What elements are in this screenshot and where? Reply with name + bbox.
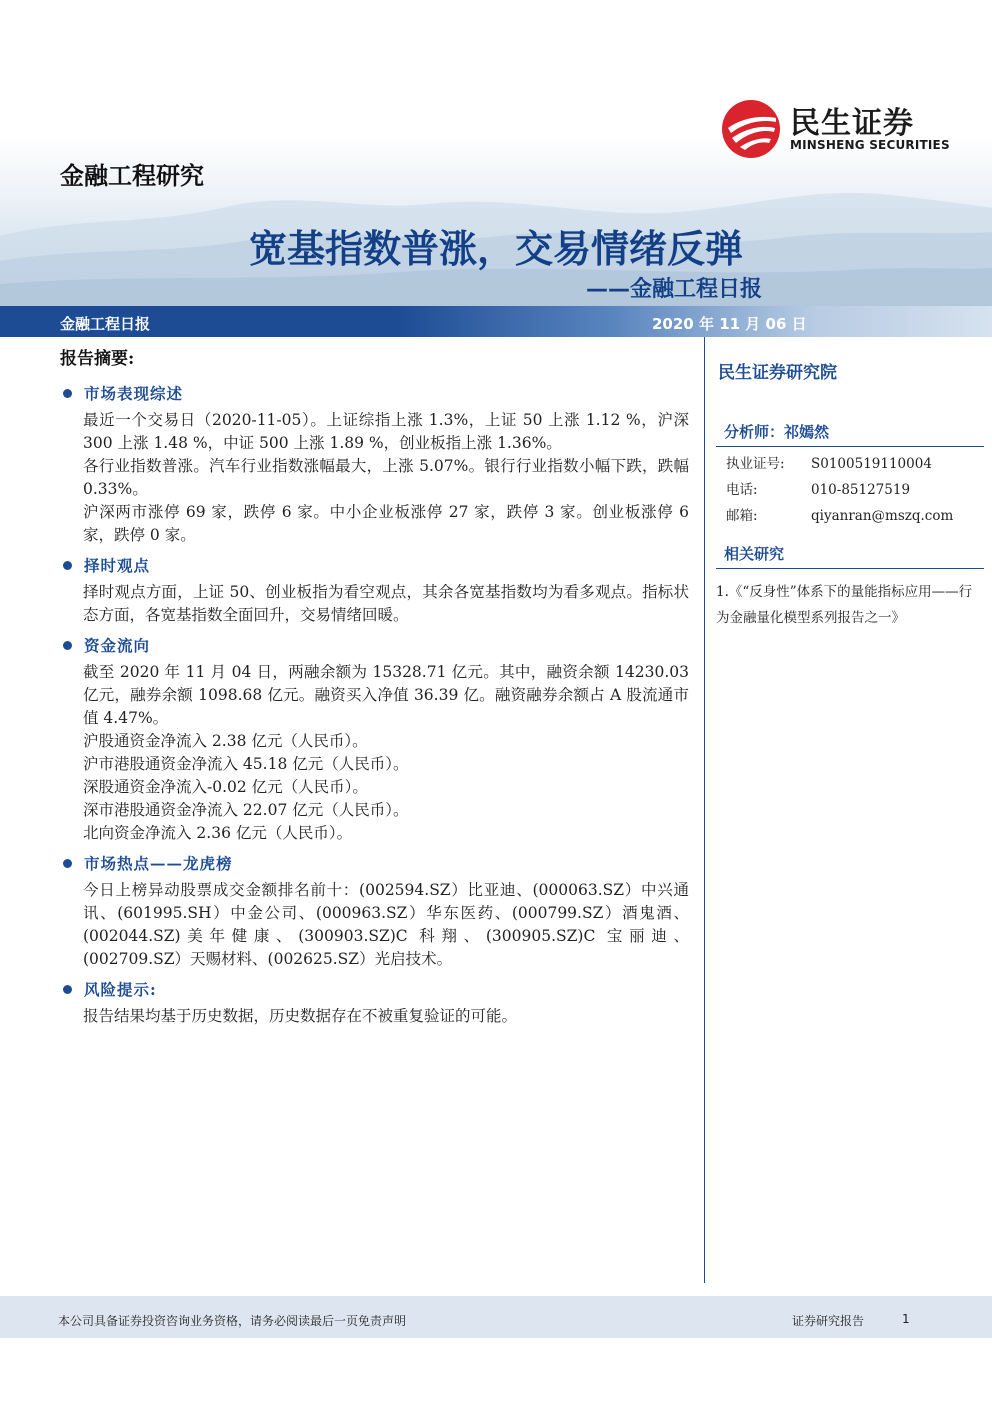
report-header	[0, 0, 992, 306]
section-paragraph: 截至 2020 年 11 月 04 日，两融余额为 15328.71 亿元。其中，融资余额 14230.03 亿元，融券余额 1098.68 亿元。融资买入净值 36.39 亿。融资融券余额占 A 股流通市值 4.47%。	[83, 663, 689, 727]
section-paragraph: 择时观点方面，上证 50、创业板指为看空观点，其余各宽基指数均为看多观点。指标状态方面，各宽基指数全面回升，交易情绪回暖。	[83, 583, 689, 624]
logo-text-en: MINSHENG SECURITIES	[790, 138, 950, 152]
page-footer	[0, 1296, 992, 1338]
section-header	[60, 633, 692, 657]
logo-emblem-icon	[720, 98, 782, 160]
analyst-info-row	[716, 451, 984, 477]
section-paragraph: 最近一个交易日（2020-11-05）。上证综指上涨 1.3%，上证 50 上涨 1.12 %，沪深 300 上涨 1.48 %，中证 500 上涨 1.89 %，创业板指上涨 1.36%。	[83, 411, 689, 452]
page-number: 1	[902, 1312, 910, 1326]
title-band	[0, 306, 992, 337]
related-report-link[interactable]: 1.《“反身性”体系下的量能指标应用——行为金融量化模型系列报告之一》	[716, 584, 973, 626]
section-title: 市场表现综述	[84, 384, 184, 403]
section-label: 金融工程研究	[60, 162, 204, 190]
info-label: 电话:	[726, 482, 758, 498]
bullet-icon	[63, 389, 72, 398]
summary-column	[60, 344, 692, 1034]
column-divider	[704, 337, 705, 1283]
section-paragraph: 北向资金净流入 2.36 亿元（人民币）。	[83, 824, 353, 842]
section-paragraph: 今日上榜异动股票成交金额排名前十：(002594.SZ）比亚迪、(000063.SZ）中兴通讯、(601995.SH）中金公司、(000963.SZ）华东医药、(000799.SZ）酒鬼酒、(002044.SZ)美年健康、(300903.SZ)C 科翔、(300905.SZ)C 宝丽迪、(002709.SZ）天赐材料、(002625.SZ）光启技术。	[83, 881, 689, 968]
phone-number: 010-85127519	[811, 482, 911, 498]
section-paragraph: 深市港股通资金净流入 22.07 亿元（人民币）。	[83, 801, 409, 819]
section-paragraph: 沪股通资金净流入 2.38 亿元（人民币）。	[83, 732, 368, 750]
bullet-icon	[63, 641, 72, 650]
bullet-icon	[63, 985, 72, 994]
footer-report-type: 证券研究报告	[792, 1314, 865, 1328]
email-address[interactable]: qiyanran@mszq.com	[811, 508, 954, 524]
info-label: 邮箱:	[726, 508, 758, 524]
info-label: 执业证号:	[726, 456, 785, 472]
section-paragraph: 报告结果均基于历史数据，历史数据存在不被重复验证的可能。	[83, 1007, 518, 1025]
analyst-heading: 分析师：祁嫣然	[716, 419, 984, 447]
analyst-info-row	[716, 477, 984, 503]
bullet-icon	[63, 859, 72, 868]
sidebar	[716, 344, 984, 631]
summary-section	[60, 381, 692, 547]
section-paragraph: 沪深两市涨停 69 家，跌停 6 家。中小企业板涨停 27 家，跌停 3 家。创业板涨停 6 家，跌停 0 家。	[83, 503, 689, 544]
company-logo	[720, 98, 950, 160]
analyst-block	[716, 419, 984, 529]
section-header	[60, 553, 692, 577]
license-number: S0100519110004	[811, 456, 932, 472]
report-date: 2020 年 11 月 06 日	[652, 315, 807, 333]
band-report-type: 金融工程日报	[60, 315, 151, 333]
summary-heading: 报告摘要:	[60, 349, 135, 369]
section-paragraph: 各行业指数普涨。汽车行业指数涨幅最大，上涨 5.07%。银行行业指数小幅下跌，跌幅 0.33%。	[83, 457, 689, 498]
report-subtitle: ——金融工程日报	[585, 277, 762, 302]
section-header	[60, 851, 692, 875]
section-title: 择时观点	[84, 556, 151, 575]
summary-sections	[60, 381, 692, 1028]
report-title: 宽基指数普涨，交易情绪反弹	[248, 227, 743, 271]
section-title: 风险提示:	[84, 980, 157, 999]
section-header	[60, 977, 692, 1001]
bullet-icon	[63, 561, 72, 570]
analyst-info-row	[716, 503, 984, 529]
summary-section	[60, 977, 692, 1028]
section-paragraph: 深股通资金净流入-0.02 亿元（人民币）。	[83, 778, 368, 796]
summary-section	[60, 553, 692, 627]
related-research-block	[716, 541, 984, 631]
section-header	[60, 381, 692, 405]
summary-section	[60, 851, 692, 971]
summary-section	[60, 633, 692, 845]
related-heading: 相关研究	[716, 541, 984, 569]
logo-text-cn: 民生证券	[790, 106, 914, 141]
institute-name: 民生证券研究院	[718, 363, 837, 383]
footer-disclaimer: 本公司具备证券投资咨询业务资格，请务必阅读最后一页免责声明	[58, 1314, 407, 1328]
section-title: 资金流向	[84, 636, 151, 655]
section-title: 市场热点——龙虎榜	[84, 854, 233, 873]
section-paragraph: 沪市港股通资金净流入 45.18 亿元（人民币）。	[83, 755, 409, 773]
